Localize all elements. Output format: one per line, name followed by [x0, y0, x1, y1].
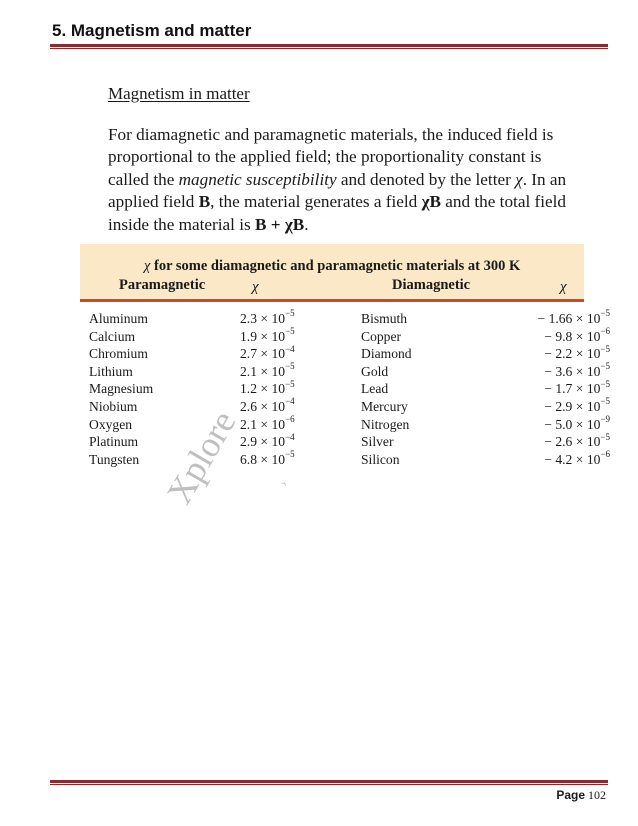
- page-number-value: 102: [588, 788, 606, 802]
- para-chi-value: [240, 363, 295, 381]
- chi-mantissa: − 1.7 × 10: [544, 381, 601, 397]
- table-header-rule: [80, 299, 584, 302]
- dia-materials-column: [361, 310, 412, 468]
- caption-chi: χ: [144, 258, 151, 274]
- caption-text: for some diamagnetic and paramagnetic materials at 300 K: [150, 258, 521, 274]
- chi-mantissa: 1.9 × 10: [240, 328, 286, 344]
- chi-mantissa: 6.8 × 10: [240, 451, 286, 467]
- dia-material-name: Silver: [361, 434, 394, 450]
- footer-rule: [50, 780, 608, 783]
- chi-mantissa: 2.3 × 10: [240, 311, 286, 326]
- chi-exponent: −6: [600, 449, 610, 460]
- chi-exponent: −4: [285, 343, 295, 354]
- para-material-name: Platinum: [89, 434, 139, 450]
- chi-mantissa: 1.2 × 10: [240, 381, 286, 397]
- section-heading: Magnetism in matter: [108, 84, 250, 103]
- chi-exponent: −5: [600, 378, 610, 389]
- para-chi-value: [240, 398, 295, 416]
- total-field: B + χB: [255, 214, 305, 234]
- chapter-title: 5. Magnetism and matter: [52, 21, 252, 40]
- para-material-name: Chromium: [89, 346, 148, 362]
- chi-mantissa: − 3.6 × 10: [544, 363, 601, 379]
- chi-exponent: −5: [285, 326, 295, 337]
- chi-exponent: −4: [285, 396, 295, 407]
- para-material-name: Magnesium: [89, 381, 154, 397]
- intro-text-1: For diamagnetic and paramagnetic materials, the induced field is proportional to the applied field; the proportionality constant is called the: [108, 125, 554, 189]
- para-chi-value: [240, 451, 295, 469]
- header-rule: [50, 44, 608, 47]
- dia-chi-value: [500, 363, 610, 381]
- chi-exponent: −6: [285, 414, 295, 425]
- chi-exponent: −5: [285, 361, 295, 372]
- chi-exponent: −5: [285, 378, 295, 389]
- field-B: B: [198, 192, 211, 212]
- intro-text-6: .: [304, 214, 309, 234]
- dia-chi-value: [500, 398, 610, 416]
- page-number: [556, 788, 606, 803]
- dia-chi-column: [500, 310, 610, 468]
- chi-mantissa: 2.9 × 10: [240, 434, 286, 450]
- para-chi-value: [240, 328, 295, 346]
- chi-mantissa: − 9.8 × 10: [544, 328, 601, 344]
- term-magnetic-susceptibility: magnetic susceptibility: [178, 169, 337, 189]
- dia-material-name: Bismuth: [361, 311, 408, 326]
- chi-mantissa: − 5.0 × 10: [544, 416, 601, 432]
- intro-paragraph: [108, 124, 578, 236]
- chi-exponent: −5: [600, 343, 610, 354]
- dia-material-name: Diamond: [361, 346, 412, 362]
- chi-exponent: −5: [600, 308, 610, 319]
- chi-mantissa: − 1.66 × 10: [537, 311, 601, 326]
- para-material-name: Aluminum: [89, 311, 148, 326]
- chi-mantissa: − 2.2 × 10: [544, 346, 601, 362]
- chi-exponent: −5: [600, 396, 610, 407]
- para-material-name: Niobium: [89, 398, 138, 414]
- para-material-name: Lithium: [89, 363, 133, 379]
- intro-text-4: , the material generates a field: [210, 192, 422, 212]
- chi-exponent: −5: [600, 431, 610, 442]
- dia-chi-value: [500, 328, 610, 346]
- chi-exponent: −5: [285, 449, 295, 460]
- header-paramagnetic: Paramagnetic: [119, 277, 206, 293]
- header-diamagnetic: Diamagnetic: [392, 277, 471, 293]
- dia-material-name: Lead: [361, 381, 389, 397]
- para-materials-column: [89, 310, 153, 468]
- chi-symbol: χ: [515, 169, 523, 189]
- watermark-tail: ›: [276, 477, 292, 490]
- dia-chi-value: [500, 380, 610, 398]
- intro-text-5: and the total field inside the material is: [108, 192, 567, 234]
- dia-chi-value: [500, 345, 610, 363]
- para-material-name: Oxygen: [89, 416, 133, 432]
- para-material-name: Tungsten: [89, 451, 140, 467]
- intro-text-2: and denoted by the letter: [336, 169, 516, 189]
- chi-mantissa: 2.7 × 10: [240, 346, 286, 362]
- chi-exponent: −9: [600, 414, 610, 425]
- header-rule-thin: [50, 48, 608, 49]
- chi-mantissa: 2.1 × 10: [240, 363, 286, 379]
- chi-exponent: −5: [285, 308, 295, 319]
- chi-mantissa: 2.1 × 10: [240, 416, 286, 432]
- chi-mantissa: − 4.2 × 10: [544, 451, 601, 467]
- para-chi-column: [240, 310, 295, 468]
- chi-mantissa: − 2.6 × 10: [544, 434, 601, 450]
- chi-exponent: −5: [600, 361, 610, 372]
- chi-exponent: −6: [600, 326, 610, 337]
- header-chi-dia: χ: [560, 279, 567, 295]
- dia-material-name: Mercury: [361, 398, 408, 414]
- dia-material-name: Gold: [361, 363, 389, 379]
- dia-material-name: Copper: [361, 328, 402, 344]
- para-chi-value: [240, 416, 295, 434]
- para-chi-value: [240, 310, 295, 328]
- dia-material-name: Silicon: [361, 451, 400, 467]
- dia-chi-value: [500, 433, 610, 451]
- chi-exponent: −4: [285, 431, 295, 442]
- para-material-name: Calcium: [89, 328, 136, 344]
- dia-material-name: Nitrogen: [361, 416, 410, 432]
- footer-rule-thin: [50, 784, 608, 785]
- chi-mantissa: 2.6 × 10: [240, 398, 286, 414]
- dia-chi-value: [500, 416, 610, 434]
- dia-chi-value: [500, 451, 610, 469]
- intro-text-3: . In an applied field: [108, 169, 567, 212]
- dia-chi-value: [500, 310, 610, 328]
- page-label: Page: [556, 788, 585, 802]
- field-chiB: χB: [421, 192, 441, 212]
- watermark: Xplore: [158, 403, 244, 511]
- table-caption: [144, 258, 520, 275]
- header-chi-para: χ: [252, 279, 259, 295]
- chi-mantissa: − 2.9 × 10: [544, 398, 601, 414]
